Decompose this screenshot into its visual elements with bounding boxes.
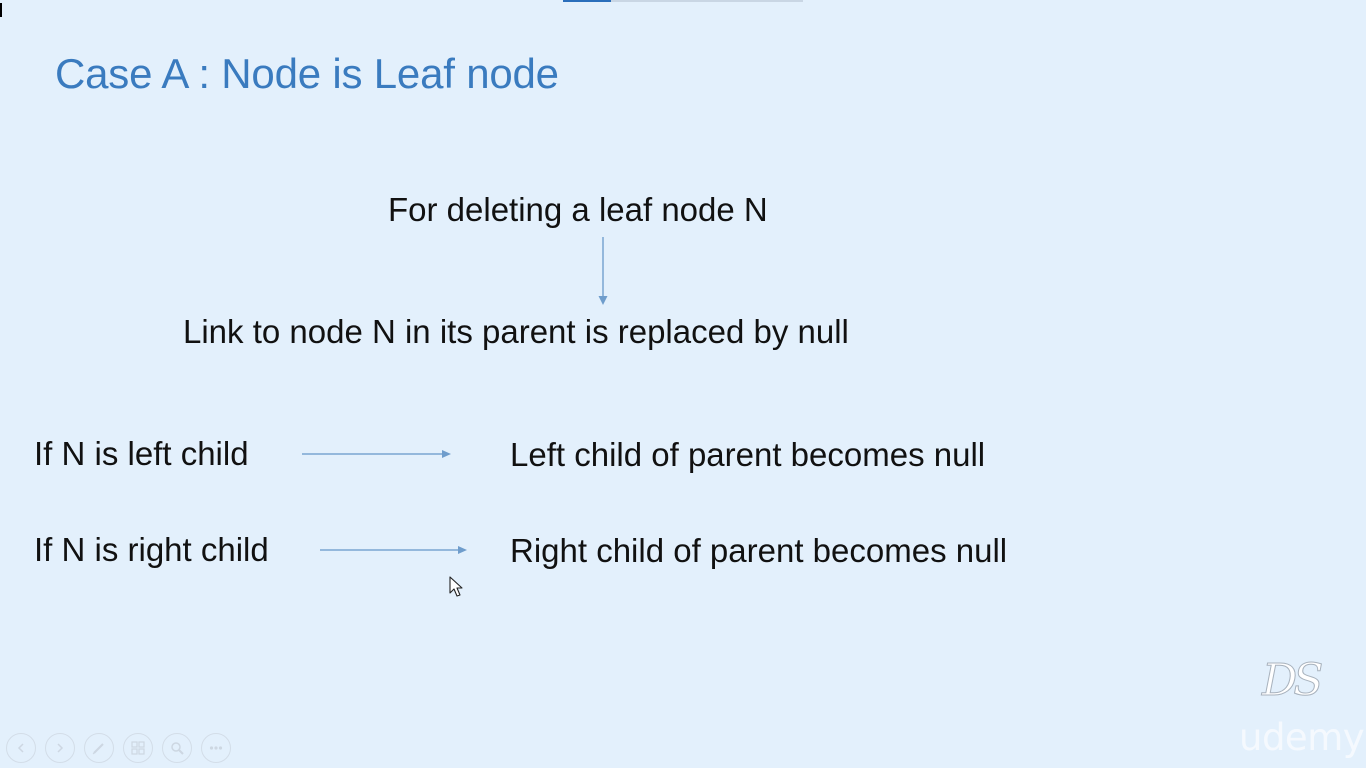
ds-logo-watermark: DS — [1262, 655, 1320, 706]
condition-left-child: If N is left child — [34, 435, 249, 472]
right-arrow-icon — [320, 544, 470, 556]
magnifier-icon — [169, 740, 185, 756]
grid-icon — [130, 740, 146, 756]
next-slide-button[interactable] — [45, 733, 75, 763]
pen-icon — [91, 740, 107, 756]
video-progress-bar[interactable] — [563, 0, 803, 2]
result-right-child: Right child of parent becomes null — [510, 532, 1008, 569]
zoom-button[interactable] — [162, 733, 192, 763]
presentation-controls — [6, 733, 231, 763]
slide-overview-button[interactable] — [123, 733, 153, 763]
condition-right-child: If N is right child — [34, 531, 269, 568]
pen-tool-button[interactable] — [84, 733, 114, 763]
result-left-child: Left child of parent becomes null — [510, 436, 986, 473]
chevron-right-icon — [53, 741, 67, 755]
right-arrow-icon — [302, 448, 452, 460]
more-options-button[interactable] — [201, 733, 231, 763]
video-progress-fill — [563, 0, 611, 2]
previous-slide-button[interactable] — [6, 733, 36, 763]
mouse-cursor-icon — [449, 576, 465, 598]
step-deleting-leaf: For deleting a leaf node N — [388, 191, 768, 228]
ellipsis-icon — [208, 740, 224, 756]
down-arrow-icon — [596, 236, 610, 306]
step-link-replaced: Link to node N in its parent is replaced by null — [183, 313, 849, 350]
corner-marker — [0, 3, 2, 17]
chevron-left-icon — [14, 741, 28, 755]
udemy-watermark: udemy — [1239, 716, 1365, 759]
slide-title: Case A : Node is Leaf node — [55, 50, 559, 97]
